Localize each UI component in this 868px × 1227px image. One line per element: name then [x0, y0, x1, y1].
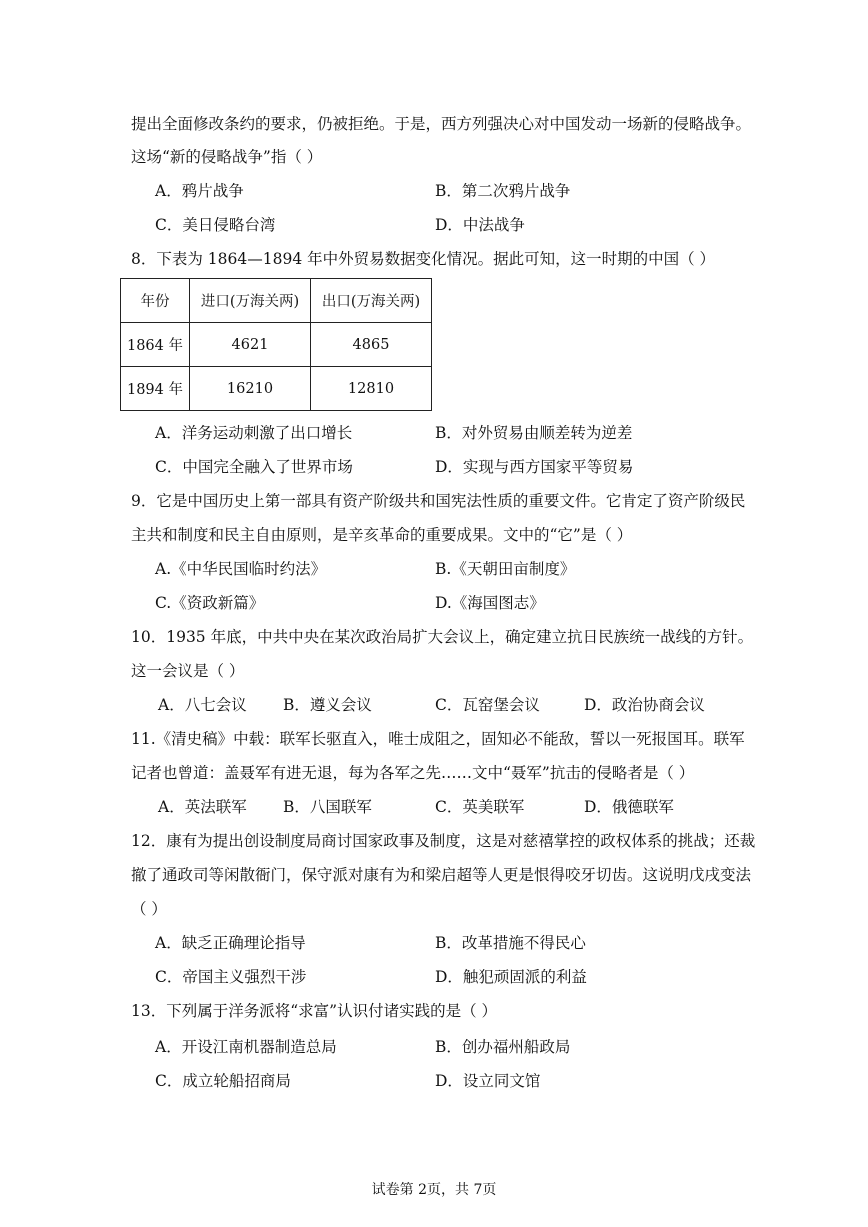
table-cell: 12810	[311, 367, 432, 411]
q10-option-d[interactable]: D．政治协商会议	[584, 696, 705, 714]
q9-option-c[interactable]: C.《资政新篇》	[155, 594, 265, 612]
q12-stem-line-1: 12．康有为提出创设制度局商讨国家政事及制度，这是对慈禧掌控的政权体系的挑战；还裁	[131, 832, 756, 850]
table-cell: 1894 年	[121, 367, 190, 411]
q11-option-d[interactable]: D．俄德联军	[584, 798, 674, 816]
q10-option-a[interactable]: A．八七会议	[158, 696, 247, 714]
q7-stem-line-2: 这场“新的侵略战争”指（ ）	[131, 148, 323, 166]
q8-option-b[interactable]: B．对外贸易由顺差转为逆差	[435, 424, 633, 442]
q12-option-d[interactable]: D．触犯顽固派的利益	[435, 968, 587, 986]
q11-option-c[interactable]: C．英美联军	[435, 798, 525, 816]
q11-option-a[interactable]: A．英法联军	[158, 798, 247, 816]
table-cell: 1864 年	[121, 323, 190, 367]
q9-option-b[interactable]: B.《天朝田亩制度》	[435, 560, 576, 578]
table-row	[121, 367, 432, 411]
table-row	[121, 323, 432, 367]
q12-option-c[interactable]: C．帝国主义强烈干涉	[155, 968, 307, 986]
q7-option-d[interactable]: D．中法战争	[435, 216, 525, 234]
q7-stem-line-1: 提出全面修改条约的要求，仍被拒绝。于是，西方列强决心对中国发动一场新的侵略战争。	[131, 115, 752, 133]
table-header-cell: 出口(万海关两)	[311, 279, 432, 323]
q8-option-c[interactable]: C．中国完全融入了世界市场	[155, 458, 353, 476]
q13-option-b[interactable]: B．创办福州船政局	[435, 1038, 571, 1056]
trade-data-table	[120, 278, 432, 411]
q12-option-a[interactable]: A．缺乏正确理论指导	[155, 934, 306, 952]
page-footer: 试卷第 2页，共 7页	[371, 1182, 497, 1198]
table-cell: 4865	[311, 323, 432, 367]
q8-option-a[interactable]: A．洋务运动刺激了出口增长	[155, 424, 353, 442]
q12-stem-line-3: （ ）	[131, 900, 167, 918]
q9-stem-line-2: 主共和制度和民主自由原则，是辛亥革命的重要成果。文中的“它”是（ ）	[131, 526, 633, 544]
q11-stem-line-1: 11.《清史稿》中载：联军长驱直入，唯士成阻之，固知必不能敌，誓以一死报国耳。联军	[131, 730, 745, 748]
q13-option-d[interactable]: D．设立同文馆	[435, 1072, 541, 1090]
q10-option-b[interactable]: B．遵义会议	[283, 696, 372, 714]
table-header-cell: 年份	[121, 279, 190, 323]
q11-option-b[interactable]: B．八国联军	[283, 798, 372, 816]
q13-option-c[interactable]: C．成立轮船招商局	[155, 1072, 291, 1090]
table-header-row	[121, 279, 432, 323]
q9-option-a[interactable]: A.《中华民国临时约法》	[155, 560, 327, 578]
table-header-cell: 进口(万海关两)	[190, 279, 311, 323]
q7-option-c[interactable]: C．美日侵略台湾	[155, 216, 276, 234]
q9-option-d[interactable]: D.《海国图志》	[435, 594, 545, 612]
q10-option-c[interactable]: C．瓦窑堡会议	[435, 696, 540, 714]
q8-option-d[interactable]: D．实现与西方国家平等贸易	[435, 458, 634, 476]
q12-option-b[interactable]: B．改革措施不得民心	[435, 934, 586, 952]
q11-stem-line-2: 记者也曾道：盖聂军有进无退，每为各军之先……文中“聂军”抗击的侵略者是（ ）	[131, 764, 695, 782]
table-cell: 4621	[190, 323, 311, 367]
q10-stem-line-1: 10．1935 年底，中共中央在某次政治局扩大会议上，确定建立抗日民族统一战线的方针。	[131, 628, 754, 646]
q7-option-a[interactable]: A．鸦片战争	[155, 182, 244, 200]
q13-stem: 13．下列属于洋务派将“求富”认识付诸实践的是（ ）	[131, 1002, 497, 1020]
q13-option-a[interactable]: A．开设江南机器制造总局	[155, 1038, 337, 1056]
q7-option-b[interactable]: B．第二次鸦片战争	[435, 182, 571, 200]
q12-stem-line-2: 撤了通政司等闲散衙门，保守派对康有为和梁启超等人更是恨得咬牙切齿。这说明戊戌变法	[131, 866, 752, 884]
q10-stem-line-2: 这一会议是（ ）	[131, 662, 245, 680]
q8-stem: 8．下表为 1864—1894 年中外贸易数据变化情况。据此可知，这一时期的中国（ ）	[131, 250, 716, 268]
q9-stem-line-1: 9．它是中国历史上第一部具有资产阶级共和国宪法性质的重要文件。它肯定了资产阶级民	[131, 492, 746, 510]
table-cell: 16210	[190, 367, 311, 411]
